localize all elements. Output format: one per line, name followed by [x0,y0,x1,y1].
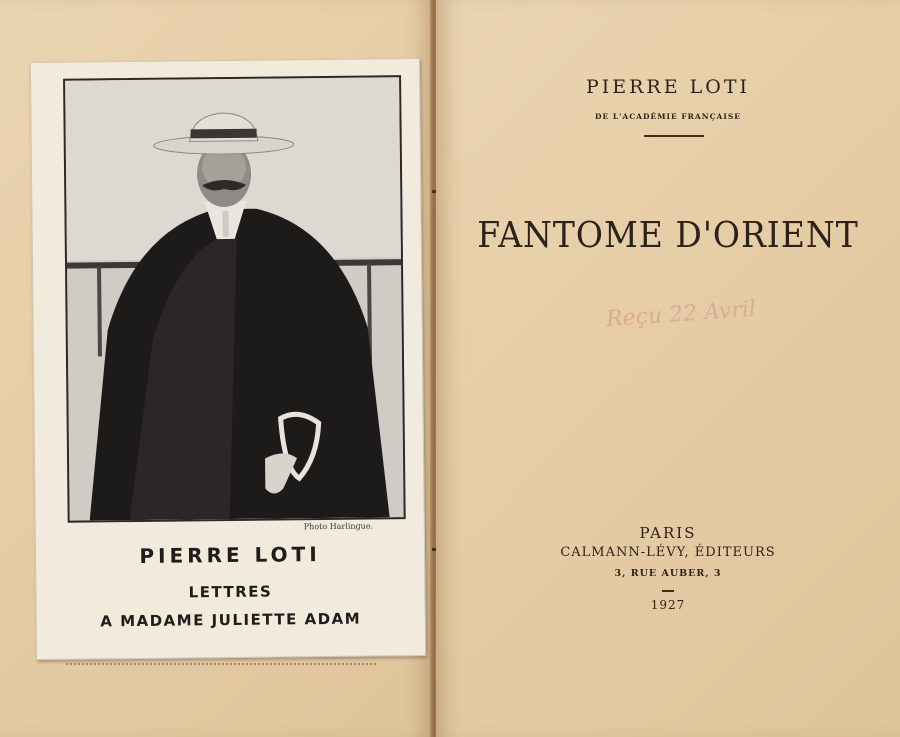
card-title-line-2: A MADAME JULIETTE ADAM [100,609,362,631]
insert-card [30,58,426,660]
book-title: FANTOME D'ORIENT [477,213,859,256]
card-author-name: PIERRE LOTI [139,542,321,568]
publisher-address: 3, RUE AUBER, 3 [614,568,722,579]
photo-credit: Photo Harlingue. [303,521,374,532]
author-affiliation: DE L'ACADÉMIE FRANÇAISE [594,112,742,121]
dotted-leader-line [66,653,376,665]
title-page-author: PIERRE LOTI [585,76,751,98]
card-title-line-1: LETTRES [188,582,273,602]
handwritten-pencil-note: Reçu 22 Avril [605,296,757,333]
author-portrait-photo [63,75,406,523]
left-page [0,0,433,737]
short-divider-rule [662,590,674,592]
divider-rule [644,135,704,137]
portrait-illustration [65,77,404,520]
publisher-city: PARIS [639,524,697,542]
publisher-name: CALMANN-LÉVY, ÉDITEURS [560,545,776,560]
publication-year: 1927 [650,598,686,612]
title-page [436,0,900,737]
